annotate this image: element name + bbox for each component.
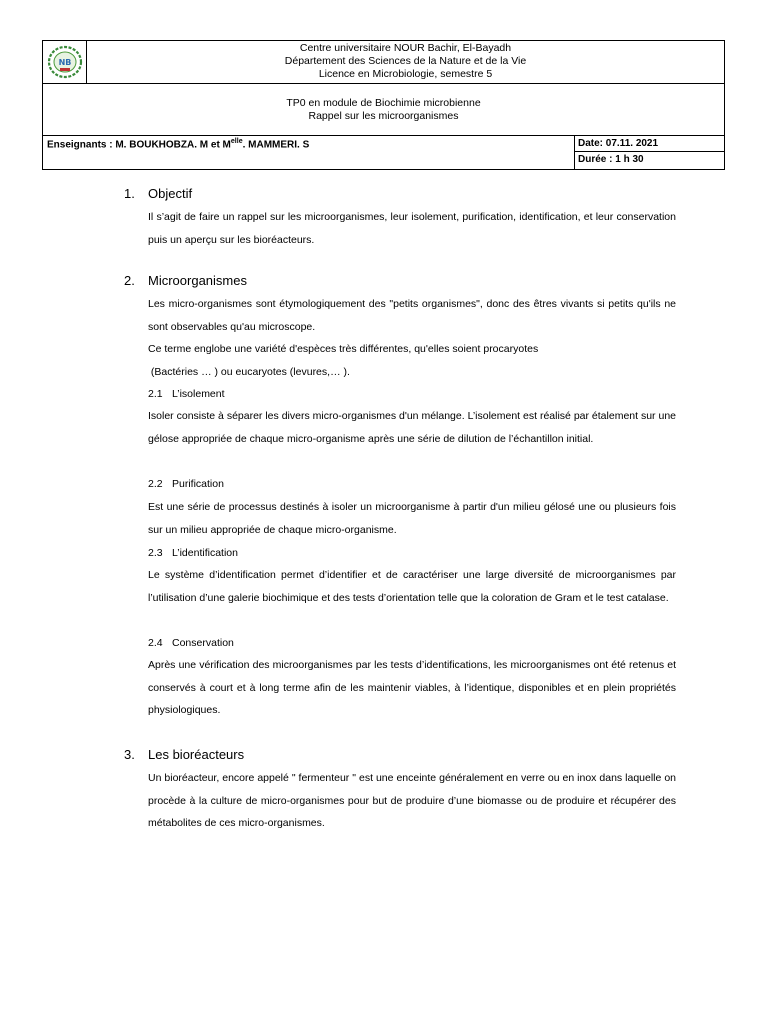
logo-cell — [43, 41, 87, 83]
section-paragraph — [148, 206, 676, 251]
header-course-row — [43, 84, 724, 136]
paragraph-text: Est une série de processus destinés à isoler un microorganisme à partir d'un milieu gélosé une ou plusieurs fois sur un milieu appropriée de chaque micro-organisme. — [148, 501, 676, 536]
course-title: TP0 en module de Biochimie microbienne — [286, 97, 481, 109]
subsection-title: Conservation — [172, 637, 234, 649]
teachers-prefix: Enseignants : M. BOUKHOBZA. M et M — [47, 139, 231, 151]
institution-name: Centre universitaire NOUR Bachir, El-Bayadh — [299, 42, 512, 54]
paragraph-text: Le système d’identification permet d’identifier et de caractériser une large diversité de microorganismes par l’utilisation d’une galerie biochimique et des tests d’orientation telle que la coloration de Gram et le test catalase. — [148, 569, 676, 604]
svg-text:NB: NB — [58, 58, 71, 67]
paragraph-text: (Bactéries … ) ou eucaryotes (levures,… ). — [148, 365, 350, 378]
subsection-number: 2.1 — [148, 388, 163, 400]
subsection-heading — [148, 547, 238, 559]
paragraph-text: Isoler consiste à séparer les divers micro-organismes d'un mélange. L’isolement est réalisé par étalement sur une gélose appropriée de chaque micro-organisme après une série de dilution de l’échantillon initial. — [148, 410, 676, 445]
section-paragraph — [148, 767, 676, 835]
subsection-paragraph — [148, 496, 676, 541]
paragraph-text: Il s’agit de faire un rappel sur les microorganismes, leur isolement, purification, identification, et leur conservation puis un aperçu sur les bioréacteurs. — [148, 211, 676, 246]
section-paragraph — [148, 293, 676, 383]
section-heading — [124, 747, 244, 762]
teachers-suffix: . MAMMERI. S — [242, 139, 310, 151]
subsection-number: 2.3 — [148, 547, 163, 559]
subsection-title: L’identification — [172, 547, 238, 559]
date-cell: Date: 07.11. 2021 — [575, 136, 724, 152]
subsection-heading — [148, 478, 224, 490]
university-logo — [46, 44, 84, 80]
paragraph-text: Ce terme englobe une variété d'espèces très différentes, qu'elles soient procaryotes — [148, 343, 539, 356]
section-number: 3. — [124, 747, 135, 762]
subsection-title: Purification — [172, 478, 224, 490]
section-heading — [124, 273, 247, 288]
header-institution-row — [43, 41, 724, 84]
header-teachers-row — [43, 136, 724, 169]
section-title: Les bioréacteurs — [148, 747, 245, 762]
program-name: Licence en Microbiologie, semestre 5 — [318, 68, 493, 80]
subsection-paragraph — [148, 405, 676, 450]
section-title: Microorganismes — [148, 273, 247, 288]
paragraph-text: Un bioréacteur, encore appelé " fermenteur " est une enceinte généralement en verre ou en inox dans laquelle on procède à la culture de micro-organismes pour but de produire d’une biomasse ou de produire et récupérer des métabolites de ces micro-organismes. — [148, 772, 676, 830]
subsection-paragraph — [148, 564, 676, 609]
subsection-title: L’isolement — [172, 388, 225, 400]
duration-cell: Durée : 1 h 30 — [578, 154, 644, 165]
header-table — [42, 40, 725, 170]
section-heading — [124, 186, 192, 201]
teachers-sup: elle — [230, 138, 243, 145]
subsection-heading — [148, 637, 234, 649]
section-number: 2. — [124, 273, 135, 288]
subsection-paragraph — [148, 654, 676, 722]
paragraph-text: Les micro-organismes sont étymologiquement des "petits organismes", donc des êtres vivants si petits qu'ils ne sont observables qu'au microscope. — [148, 298, 676, 333]
section-title: Objectif — [148, 186, 193, 201]
department-name: Département des Sciences de la Nature et de la Vie — [284, 55, 527, 67]
course-topic: Rappel sur les microorganismes — [308, 110, 459, 122]
subsection-number: 2.2 — [148, 478, 163, 490]
institution-block — [87, 42, 724, 81]
section-number: 1. — [124, 186, 135, 201]
teachers — [43, 136, 575, 169]
subsection-number: 2.4 — [148, 637, 163, 649]
paragraph-text: Après une vérification des microorganismes par les tests d’identifications, les microorganismes ont été retenus et conservés à court et à long terme afin de les maintenir viables, à l’identique, disponibles et en plein propriétés physiologiques. — [148, 659, 676, 717]
subsection-heading — [148, 388, 225, 400]
